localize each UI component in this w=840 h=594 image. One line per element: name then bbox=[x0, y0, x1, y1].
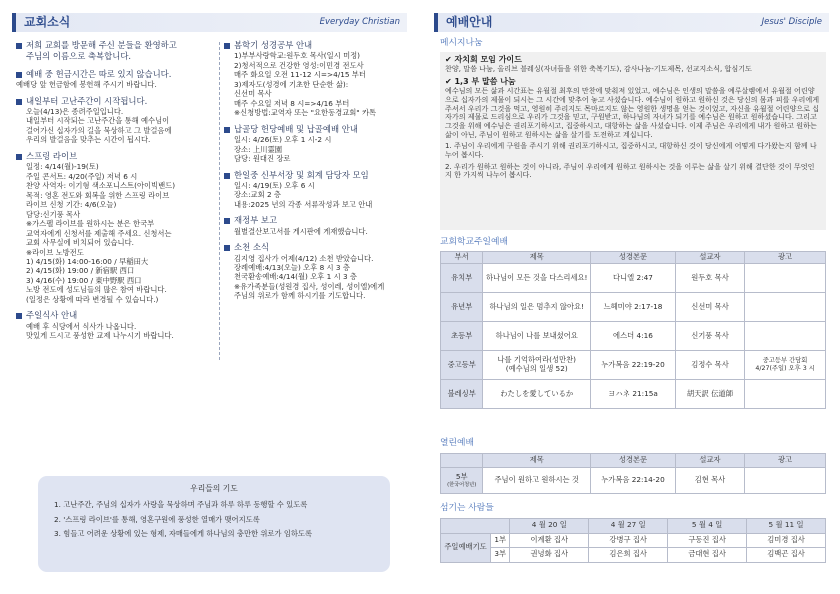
title-cell: 하나님이 모든 것을 다스리세요! bbox=[483, 264, 591, 293]
preacher-cell: 김정수 목사 bbox=[675, 351, 744, 380]
news-item-bible-study bbox=[224, 40, 416, 118]
table-header-row bbox=[441, 519, 826, 534]
table-header-row bbox=[441, 252, 826, 264]
dept-cell: 초등부 bbox=[441, 322, 483, 351]
message-guide-body: 찬양, 말씀 나눔, 올리브 블레싱(자녀들을 위한 축복기도), 감사나눔-기도제목, 선교지소식, 합심기도 bbox=[445, 64, 752, 74]
text-cell: 누가복음 22:19-20 bbox=[591, 351, 676, 380]
news-column-1 bbox=[16, 40, 216, 347]
news-item-welcome bbox=[16, 40, 216, 63]
news-item-columbarium bbox=[224, 124, 416, 164]
message-question-2: 2. 우리가 원하고 원하는 것이 아니라, 주님이 우리에게 원하고 원하시는 것을 이루는 삶을 살기 위해 결단한 것이 무엇인지 한 가지씩 나누어 봅시다. bbox=[445, 161, 815, 180]
preacher-cell: 원두호 목사 bbox=[675, 264, 744, 293]
title-cell: 하나님의 일은 멈추지 않아요! bbox=[483, 293, 591, 322]
name-cell: 김미경 집사 bbox=[747, 533, 826, 548]
dept-cell: 블레싱부 bbox=[441, 380, 483, 409]
dept-cell: 중고등부 bbox=[441, 351, 483, 380]
part-cell: 3부 bbox=[491, 548, 510, 563]
prayer-box bbox=[38, 476, 390, 572]
servers-section-label: 섬기는 사람들 bbox=[440, 503, 494, 513]
preacher-cell: 신선미 목사 bbox=[675, 293, 744, 322]
title-cell: 주님이 원하고 원하시는 것 bbox=[483, 468, 591, 494]
news-body: 일정: 4/14(월)-19(토) 주일 콘서트: 4/20(주일) 저녁 6 시 찬양 사역자: 이기형 색소포니스트(아이빅밴드) 목적: 영혼 전도와 회복을 위한 스프링 라이브 라이브 신청 기간: 4/6(오늘) 담당:신기풍 목사 ※가스펠 라이브를 원하시는 분은 한국부 교역자에게 신청서를 제출해 주세요. 신청서는 교회 사무실에 비치되어 있습니다. ※라이브 노방전도 1) 4/15(화) 14:00-16:00 / 早稲田大 2) 4/15(화) 19:00 / 新宿駅 西口 3) 4/16(수) 19:00 / 東中野駅 西口 노방 전도에 성도님들의 많은 참여 바랍니다. (일정은 상황에 따라 변경될 수 있습니다.) bbox=[26, 162, 176, 304]
message-paragraph: 예수님의 모든 삶과 시간표는 유월절 최후의 만찬에 맞춰져 있었고, 예수님은 인생의 말씀을 예루살렘에서 유월절 어린양으로 십자가의 제물이 되시는 그 시간에 맞추어 놓고 사셨습니다. 예수님이 원하고 원하신 것은 당신의 몸과 피를 우리에게 주셔서 우리가 그것을 먹고, 영원히 주리지도 목마르지도 않는 영원한 생명을 얻는 것이었고, 자신을 유월절 어린양으로 십자가의 제물로 드리심으로 우리가 그것을 믿고, 구원받고, 하나님의 자녀가 되기를 예수님은 원하고 원하셨습니다. 그리고 그것을 위해 예수님은 권리포기하시고, 집중하시고, 대항하는 삶을 사셨습니다. 이제 주님은 우리에게 내가 원하고 원하는 삶이 아닌, 주님이 원하고 원하시는 삶을 살기를 도전하고 계십니다. bbox=[445, 86, 820, 139]
news-title: 납골당 헌당예배 및 납골예배 안내 bbox=[234, 123, 358, 134]
news-title: 봄학기 성경공부 안내 bbox=[234, 40, 313, 50]
note-cell bbox=[745, 264, 826, 293]
title-cell: わたしを愛しているか bbox=[483, 380, 591, 409]
news-item-lunch bbox=[16, 310, 216, 340]
news-body: 오늘(4/13)은 종려주일입니다. 내일부터 시작되는 고난주간을 통해 예수님이 걸어가신 십자가의 길을 묵상하고 그 발걸음에 우리의 발걸음을 맞추는 시간이 됩시다. bbox=[26, 106, 172, 145]
name-cell: 구동진 집사 bbox=[668, 533, 747, 548]
right-page-title: 예배안내 bbox=[446, 14, 493, 29]
news-body: 월별결산보고서를 게시판에 게재했습니다. bbox=[234, 226, 368, 236]
square-bullet-icon bbox=[16, 43, 22, 49]
square-bullet-icon bbox=[224, 127, 230, 133]
text-cell: ヨハネ 21:15a bbox=[591, 380, 676, 409]
name-cell: 김은희 집사 bbox=[589, 548, 668, 563]
title-cell: 나를 기억하여라(성만찬) (예수님의 일생 52) bbox=[483, 351, 591, 380]
table-row bbox=[441, 322, 826, 351]
dept-cell: 유치부 bbox=[441, 264, 483, 293]
table-row bbox=[441, 380, 826, 409]
column-header: 제목 bbox=[483, 454, 591, 468]
text-cell: 느헤미야 2:17-18 bbox=[591, 293, 676, 322]
name-cell: 김백곤 집사 bbox=[747, 548, 826, 563]
note-cell bbox=[745, 322, 826, 351]
square-bullet-icon bbox=[224, 173, 230, 179]
date-header: 4 월 27 일 bbox=[589, 519, 668, 534]
text-cell: 다니엘 2:47 bbox=[591, 264, 676, 293]
news-title: 저희 교회를 방문해 주신 분들을 환영하고 주님의 이름으로 축복합니다. bbox=[26, 40, 177, 62]
table-row bbox=[441, 468, 826, 494]
column-header: 부서 bbox=[441, 252, 483, 264]
name-cell: 금대현 집사 bbox=[668, 548, 747, 563]
name-cell: 이계환 집사 bbox=[510, 533, 589, 548]
open-section-label: 열린예배 bbox=[440, 438, 474, 448]
text-cell: 누가복음 22:14-20 bbox=[591, 468, 676, 494]
news-column-2 bbox=[224, 40, 416, 307]
servers-table bbox=[440, 518, 826, 563]
corner-header bbox=[441, 519, 510, 534]
news-item-spring-live bbox=[16, 151, 216, 305]
news-item-finance bbox=[224, 215, 416, 236]
news-item-passion-week bbox=[16, 96, 216, 145]
column-header: 성경본문 bbox=[591, 454, 676, 468]
date-header: 5 월 11 일 bbox=[747, 519, 826, 534]
part-cell: 1부 bbox=[491, 533, 510, 548]
news-title: 스프링 라이브 bbox=[26, 150, 78, 161]
column-header: 제목 bbox=[483, 252, 591, 264]
table-row bbox=[441, 533, 826, 548]
note-cell bbox=[745, 293, 826, 322]
table-header-row bbox=[441, 454, 826, 468]
dept-cell: 유년부 bbox=[441, 293, 483, 322]
news-body: 일시: 4/26(토) 오후 1 시-2 시 장소: 上川霊園 담당: 원대진 장로 bbox=[234, 135, 332, 164]
note-cell: 중고등부 간담회 4/27(주일) 오후 3 시 bbox=[745, 351, 826, 380]
open-worship-table bbox=[440, 453, 826, 494]
news-body: 김지영 집사가 어제(4/12) 소천 받았습니다. 장례예배:4/13(오늘) 오후 8 시 3 층 천국환송예배:4/14(월) 오후 1 시 3 층 ※유가족분들(성원경 집사, 성이레, 성이엘)에게 주님의 위로가 함께 하시기를 기도합니다. bbox=[234, 253, 385, 301]
right-page-subtitle: Jesus' Disciple bbox=[761, 16, 822, 27]
prayer-item: 1. 고난주간, 주님의 십자가 사랑을 묵상하며 주님과 하루 하루 동행할 수 있도록 bbox=[54, 500, 308, 510]
square-bullet-icon bbox=[16, 72, 22, 78]
column-header: 설교자 bbox=[675, 252, 744, 264]
news-body: 예배당 앞 헌금함에 봉헌해 주시기 바랍니다. bbox=[16, 80, 157, 90]
preacher-cell: 신기풍 목사 bbox=[675, 322, 744, 351]
news-item-offering bbox=[16, 69, 216, 90]
checkmark-icon-title: ✔ 자치회 모임 가이드 bbox=[445, 55, 522, 64]
title-cell: 하나님이 나를 보내셨어요 bbox=[483, 322, 591, 351]
table-row bbox=[441, 351, 826, 380]
news-body: 예배 후 식당에서 식사가 나옵니다. 맛있게 드시고 풍성한 교제 나누시기 바랍니다. bbox=[26, 321, 174, 341]
dept-name: 5부 bbox=[455, 472, 468, 481]
table-row bbox=[441, 293, 826, 322]
prayer-title: 우리들의 기도 bbox=[190, 484, 238, 493]
column-header bbox=[441, 454, 483, 468]
column-divider bbox=[219, 42, 220, 360]
message-section-label: 메시지나눔 bbox=[440, 38, 483, 48]
square-bullet-icon bbox=[16, 154, 22, 160]
news-title: 소천 소식 bbox=[234, 242, 270, 253]
square-bullet-icon bbox=[16, 313, 22, 319]
news-title: 주일식사 안내 bbox=[26, 310, 78, 321]
square-bullet-icon bbox=[224, 43, 230, 49]
square-bullet-icon bbox=[16, 99, 22, 105]
group-cell: 주일예배기도 bbox=[441, 533, 491, 562]
news-item-obituary bbox=[224, 242, 416, 301]
school-section-label: 교회학교주일예배 bbox=[440, 237, 508, 247]
news-body: 1)부부사랑학교:원두호 목사(일시 미정) 2)청서적으로 건강한 영성:이민경 전도사 매주 화요일 오전 11-12 시=>4/15 부터 3)제자도(성경에 기초한 단순한 삶): 신선미 목사 매주 수요일 저녁 8 시=>4/16 부터 ※신청방법:교역자 또는 "요한동경교회" 카톡 bbox=[234, 51, 377, 118]
column-header: 광고 bbox=[745, 252, 826, 264]
column-header: 광고 bbox=[745, 454, 826, 468]
message-question-1: 1. 주님이 우리에게 구원을 주시기 위해 권리포기하시고, 집중하시고, 대항하신 것이 당신에게 어떻게 다가왔는지 함께 나누어 봅시다. bbox=[445, 141, 817, 159]
name-cell: 권녕화 집사 bbox=[510, 548, 589, 563]
right-page-header bbox=[434, 13, 829, 32]
checkmark-icon-title-2: ✔ 1,3 부 말씀 나눔 bbox=[445, 77, 516, 87]
name-cell: 강병구 집사 bbox=[589, 533, 668, 548]
header-accent-bar bbox=[434, 13, 438, 32]
news-body: 일시: 4/19(토) 오후 6 시 장소:교회 2 층 내용:2025 년의 각종 서류작성과 보고 안내 bbox=[234, 180, 373, 209]
note-cell bbox=[745, 380, 826, 409]
prayer-item: 3. 힘들고 어려운 상황에 있는 형제, 자매들에게 하나님의 충만한 위로가 임하도록 bbox=[54, 529, 313, 539]
preacher-cell: 胡天訳 伝道師 bbox=[675, 380, 744, 409]
news-item-meeting bbox=[224, 170, 416, 210]
header-accent-bar bbox=[12, 13, 16, 32]
left-page-subtitle: Everyday Christian bbox=[319, 16, 400, 27]
left-page-header bbox=[12, 13, 407, 32]
news-title: 내일부터 고난주간이 시작됩니다. bbox=[26, 95, 148, 106]
column-header: 설교자 bbox=[675, 454, 744, 468]
square-bullet-icon bbox=[224, 218, 230, 224]
note-cell bbox=[745, 468, 826, 494]
message-box bbox=[440, 52, 826, 230]
square-bullet-icon bbox=[224, 245, 230, 251]
news-title: 한일중 신부서장 및 회계 담당자 모임 bbox=[234, 169, 369, 180]
text-cell: 에스더 4:16 bbox=[591, 322, 676, 351]
table-row bbox=[441, 264, 826, 293]
preacher-cell: 김현 목사 bbox=[675, 468, 744, 494]
dept-subname: (한국어청년) bbox=[447, 481, 477, 488]
table-row bbox=[441, 548, 826, 563]
date-header: 5 월 4 일 bbox=[668, 519, 747, 534]
prayer-item: 2. '스프링 라이브'를 통해, 영혼구원에 풍성한 열매가 맺어지도록 bbox=[54, 514, 260, 524]
school-worship-table bbox=[440, 251, 826, 409]
date-header: 4 월 20 일 bbox=[510, 519, 589, 534]
news-title: 예배 중 헌금시간은 따로 있지 않습니다. bbox=[26, 68, 172, 79]
news-title: 재정부 보고 bbox=[234, 215, 278, 226]
column-header: 성경본문 bbox=[591, 252, 676, 264]
left-page-title: 교회소식 bbox=[24, 14, 71, 29]
dept-cell bbox=[441, 468, 483, 494]
